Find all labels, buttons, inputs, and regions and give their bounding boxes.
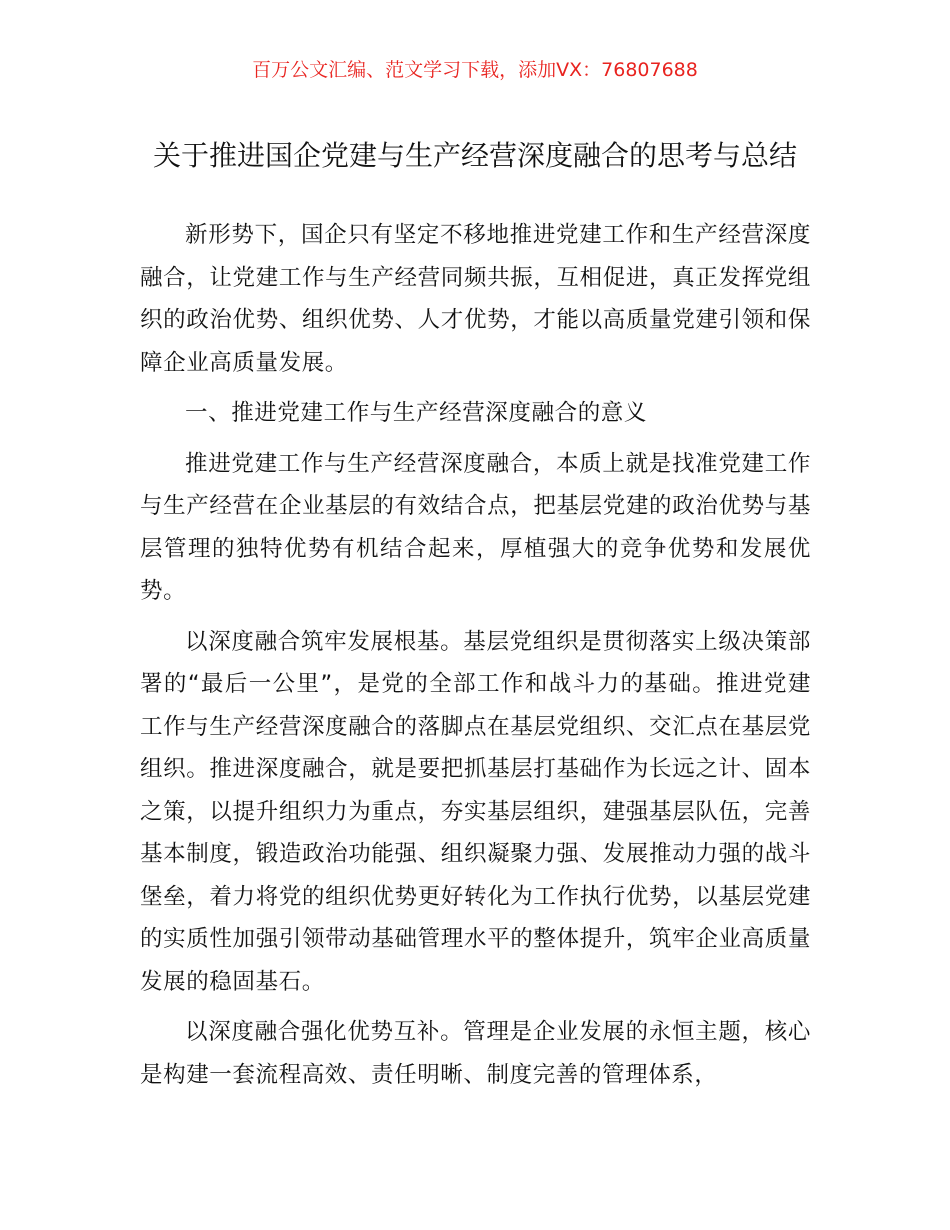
document-title: 关于推进国企党建与生产经营深度融合的思考与总结 xyxy=(152,138,797,172)
paragraph-foundation: 以深度融合筑牢发展根基。基层党组织是贯彻落实上级决策部署的“最后一公里”，是党的全部工作和战斗力的基础。推进党建工作与生产经营深度融合的落脚点在基层党组织、交汇点在基层党组织。推进深度融合，就是要把抓基层打基础作为长远之计、固本之策，以提升组织力为重点，夯实基层组织，建强基层队伍，完善基本制度，锻造政治功能强、组织凝聚力强、发展推动力强的战斗堡垒，着力将党的组织优势更好转化为工作执行优势，以基层党建的实质性加强引领带动基础管理水平的整体提升，筑牢企业高质量发展的稳固基石。 xyxy=(140,628,811,995)
paragraph-intro: 新形势下，国企只有坚定不移地推进党建工作和生产经营深度融合，让党建工作与生产经营同频共振，互相促进，真正发挥党组织的政治优势、组织优势、人才优势，才能以高质量党建引领和保障企业高质量发展。 xyxy=(140,222,811,376)
section-heading-1: 一、推进党建工作与生产经营深度融合的意义 xyxy=(185,400,648,426)
document-body xyxy=(140,214,811,1096)
paragraph-complement: 以深度融合强化优势互补。管理是企业发展的永恒主题，核心是构建一套流程高效、责任明晰、制度完善的管理体系， xyxy=(140,1019,811,1088)
header-watermark-note: 百万公文汇编、范文学习下载，添加VX：76807688 xyxy=(252,59,698,81)
paragraph-significance: 推进党建工作与生产经营深度融合，本质上就是找准党建工作与生产经营在企业基层的有效结合点，把基层党建的政治优势与基层管理的独特优势有机结合起来，厚植强大的竞争优势和发展优势。 xyxy=(140,450,811,604)
